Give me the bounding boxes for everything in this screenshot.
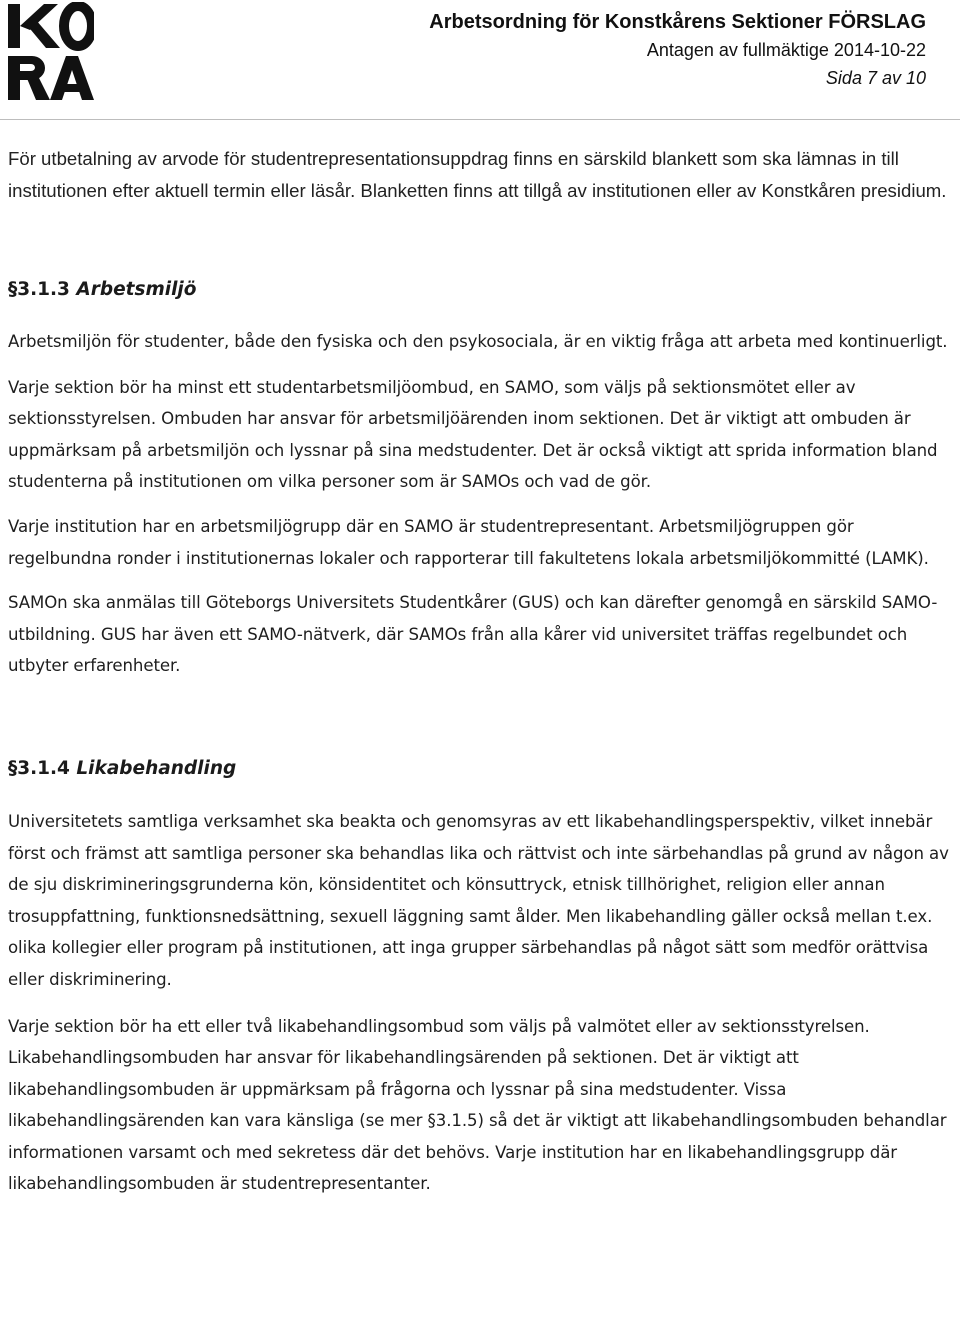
section-heading-arbetsmiljo <box>8 275 954 305</box>
paragraph: Arbetsmiljön för studenter, både den fysiska och den psykosociala, är en viktig fråga att arbeta med kontinuerligt. <box>8 332 948 351</box>
kora-logo-mark <box>6 2 94 102</box>
section-heading-likabehandling <box>8 754 954 784</box>
document-body <box>8 143 954 1200</box>
paragraph: SAMOn ska anmälas till Göteborgs Universitets Studentkårer (GUS) och kan därefter genomgå en särskild SAMO-utbildning. GUS har även ett SAMO-nätverk, där SAMOs från alla kårer vid universitet träffas regelbundet och utbyter erfarenheter. <box>8 593 938 676</box>
document-title: Arbetsordning för Konstkårens Sektioner FÖRSLAG <box>429 11 926 33</box>
section-number: §3.1.3 <box>8 279 70 300</box>
paragraph: Varje sektion bör ha ett eller två likabehandlingsombud som väljs på valmötet eller av sektionsstyrelsen. Likabehandlingsombuden har ansvar för likabehandlingsärenden på sektionen. Det är viktigt att likabehandlingsombuden är uppmärksam på frågorna och lyssnar på sina medstudenter. Vissa likabehandlingsärenden kan vara känsliga (se mer §3.1.5) så det är viktigt att likabehandlingsombuden behandlar informationen varsamt och med sekretess där det behövs. Varje institution har en likabehandlingsgrupp där likabehandlingsombuden är studentrepresentanter. <box>8 1016 947 1194</box>
adoption-date: Antagen av fullmäktige 2014-10-22 <box>646 40 926 60</box>
page-number: Sida 7 av 10 <box>825 68 926 88</box>
section-title: Arbetsmiljö <box>76 279 197 300</box>
paragraph: Varje institution har en arbetsmiljögrupp där en SAMO är studentrepresentant. Arbetsmiljögruppen gör regelbundna ronder i institutionernas lokaler och rapporterar till fakultetens lokala arbetsmiljökommitté (LAMK). <box>8 516 929 568</box>
page-header <box>429 8 926 92</box>
section-number: §3.1.4 <box>8 757 70 779</box>
paragraph: Varje sektion bör ha minst ett studentarbetsmiljöombud, en SAMO, som väljs på sektionsmötet eller av sektionsstyrelsen. Ombuden har ansvar för arbetsmiljöärenden inom sektionen. Det är viktigt att ombuden är uppmärksam på arbetsmiljön och lyssnar på sina medstudenter. Det är också viktigt att sprida information bland studenterna på institutionen om vilka personer som är SAMOs och vad de gör. <box>8 377 938 492</box>
kora-logo <box>6 2 94 102</box>
paragraph: Universitetets samtliga verksamhet ska beakta och genomsyras av ett likabehandlingsperspektiv, vilket innebär först och främst att samtliga personer ska behandlas lika och rättvist och inte särbehandlas på grund av någon av de sju diskrimineringsgrunderna kön, könsidentitet och könsuttryck, etnisk tillhörighet, religion eller annan trosuppfattning, funktionsnedsättning, sexuell läggning samt ålder. Men likabehandling gäller också mellan t.ex. olika kollegier eller program på institutionen, att inga grupper särbehandlas på något sätt som medför orättvisa eller diskriminering. <box>8 811 949 989</box>
intro-paragraph: För utbetalning av arvode för studentrepresentationsuppdrag finns en särskild blankett som ska lämnas in till institutionen efter aktuell termin eller läsår. Blanketten finns att tillgå av institutionen eller av Konstkåren presidium. <box>8 148 947 201</box>
section-title: Likabehandling <box>76 757 237 779</box>
header-divider <box>0 119 960 120</box>
